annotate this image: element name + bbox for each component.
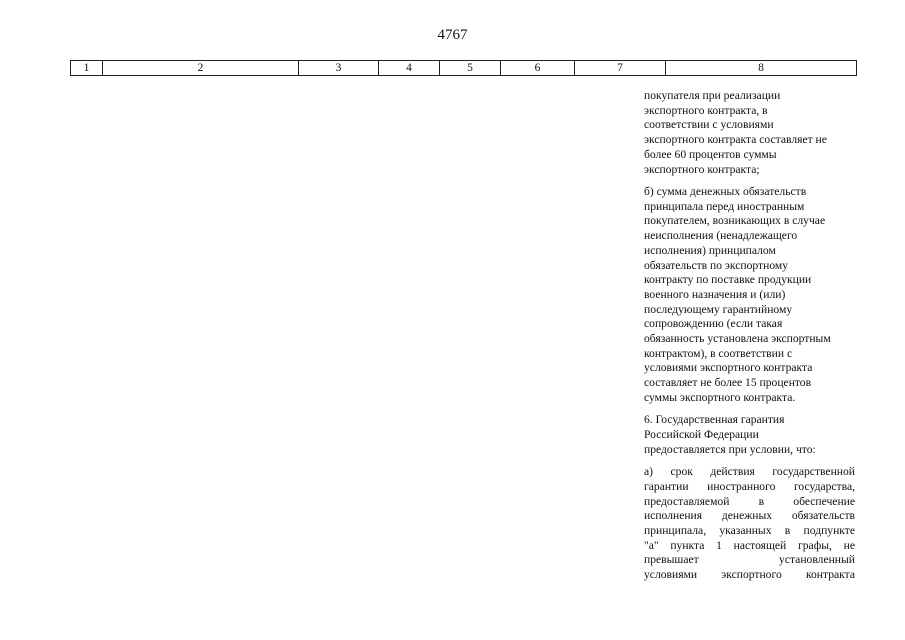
- column-number-6: 6: [501, 61, 575, 76]
- column-number-5: 5: [440, 61, 501, 76]
- column-number-2: 2: [103, 61, 299, 76]
- paragraph-subitem-b: б) сумма денежных обязательств принципала перед иностранным покупателем, возникающих в случае неисполнения (ненадлежащего исполнения) принципалом обязательств по экспортному контракту по поставке продукции военного назначения и (или) последующему гарантийному сопровождению (если такая обязанность установлена экспортным контрактом), в соответствии с условиями экспортного контракта составляет не более 15 процентов суммы экспортного контракта.: [644, 185, 831, 404]
- column-8-text: [644, 89, 855, 591]
- paragraph-subitem-a: а) срок действия государственной гарантии иностранного государства, предоставляемой в обеспечение исполнения денежных обязательств принципала, указанных в подпункте "а" пункта 1 настоящей графы, не превышает установленный условиями экспортного контракта: [644, 465, 855, 582]
- column-number-1: 1: [71, 61, 103, 76]
- page-number: 4767: [437, 27, 468, 43]
- table-column-header: [70, 60, 857, 76]
- column-number-8: 8: [666, 61, 857, 76]
- header-row: [71, 61, 857, 76]
- column-number-4: 4: [379, 61, 440, 76]
- column-number-7: 7: [575, 61, 666, 76]
- paragraph-item-6: 6. Государственная гарантия Российской Федерации предоставляется при условии, что:: [644, 413, 816, 456]
- paragraph-continuation: покупателя при реализации экспортного контракта, в соответствии с условиями экспортного контракта составляет не более 60 процентов суммы экспортного контракта;: [644, 89, 827, 176]
- column-number-3: 3: [299, 61, 379, 76]
